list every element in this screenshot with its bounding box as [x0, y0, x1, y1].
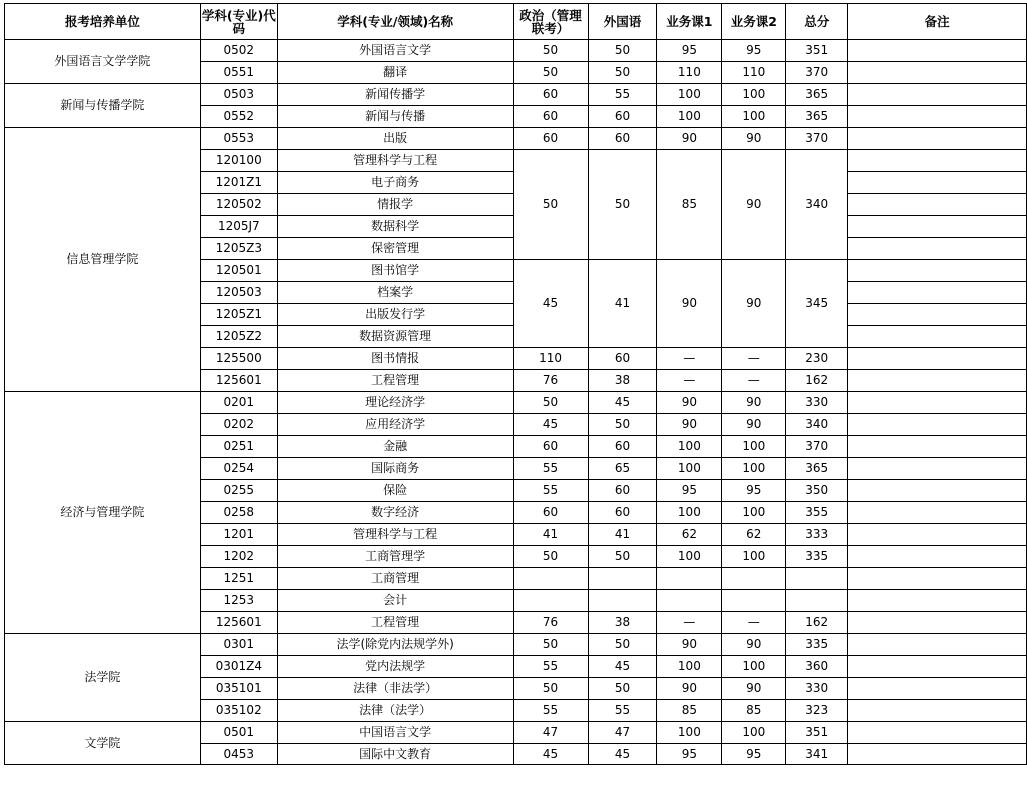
code-cell: 0503 [200, 84, 277, 106]
note-cell [848, 612, 1027, 634]
code-cell: 0201 [200, 392, 277, 414]
total-cell [786, 590, 848, 612]
note-cell [848, 392, 1027, 414]
header-politics: 政治（管理联考） [513, 4, 588, 40]
politics-cell: 55 [513, 700, 588, 722]
name-cell: 理论经济学 [277, 392, 513, 414]
course1-cell: 95 [657, 480, 722, 502]
note-cell [848, 260, 1027, 282]
code-cell: 1202 [200, 546, 277, 568]
code-cell: 0501 [200, 722, 277, 744]
name-cell: 金融 [277, 436, 513, 458]
total-cell: 341 [786, 744, 848, 765]
note-cell [848, 458, 1027, 480]
foreign-cell: 38 [588, 612, 657, 634]
course1-cell: 62 [657, 524, 722, 546]
course2-cell: 62 [722, 524, 786, 546]
total-cell [786, 568, 848, 590]
code-cell: 035102 [200, 700, 277, 722]
foreign-cell [588, 568, 657, 590]
course2-cell: 90 [722, 392, 786, 414]
code-cell: 0552 [200, 106, 277, 128]
name-cell: 管理科学与工程 [277, 150, 513, 172]
note-cell [848, 568, 1027, 590]
table-row [5, 84, 1027, 106]
name-cell: 电子商务 [277, 172, 513, 194]
note-cell [848, 106, 1027, 128]
header-unit: 报考培养单位 [5, 4, 201, 40]
foreign-cell: 60 [588, 128, 657, 150]
name-cell: 应用经济学 [277, 414, 513, 436]
foreign-cell: 50 [588, 40, 657, 62]
name-cell: 出版发行学 [277, 304, 513, 326]
politics-cell [513, 590, 588, 612]
course2-cell: 95 [722, 744, 786, 765]
course1-cell: 90 [657, 414, 722, 436]
course2-cell: 100 [722, 546, 786, 568]
course2-cell: 90 [722, 634, 786, 656]
foreign-cell: 50 [588, 62, 657, 84]
name-cell: 保险 [277, 480, 513, 502]
total-cell: 230 [786, 348, 848, 370]
note-cell [848, 128, 1027, 150]
total-cell: 330 [786, 392, 848, 414]
course2-cell: — [722, 348, 786, 370]
code-cell: 1201Z1 [200, 172, 277, 194]
foreign-cell: 60 [588, 348, 657, 370]
course2-cell: 90 [722, 128, 786, 150]
foreign-cell: 65 [588, 458, 657, 480]
header-row [5, 4, 1027, 40]
name-cell: 外国语言文学 [277, 40, 513, 62]
course1-cell: 100 [657, 722, 722, 744]
course2-cell: 100 [722, 106, 786, 128]
course1-cell: 95 [657, 744, 722, 765]
note-cell [848, 84, 1027, 106]
total-cell: 350 [786, 480, 848, 502]
note-cell [848, 40, 1027, 62]
course2-cell: 100 [722, 722, 786, 744]
total-cell: 360 [786, 656, 848, 678]
note-cell [848, 436, 1027, 458]
unit-cell: 信息管理学院 [5, 128, 201, 392]
table-row [5, 392, 1027, 414]
score-table [4, 3, 1027, 765]
code-cell: 125601 [200, 612, 277, 634]
unit-cell: 经济与管理学院 [5, 392, 201, 634]
course1-cell: 100 [657, 106, 722, 128]
name-cell: 翻译 [277, 62, 513, 84]
politics-cell: 50 [513, 678, 588, 700]
total-cell: 365 [786, 458, 848, 480]
name-cell: 情报学 [277, 194, 513, 216]
course2-cell: 100 [722, 436, 786, 458]
politics-cell: 47 [513, 722, 588, 744]
code-cell: 1205Z3 [200, 238, 277, 260]
note-cell [848, 744, 1027, 765]
note-cell [848, 678, 1027, 700]
total-cell: 323 [786, 700, 848, 722]
code-cell: 0301Z4 [200, 656, 277, 678]
total-cell: 370 [786, 62, 848, 84]
note-cell [848, 282, 1027, 304]
note-cell [848, 700, 1027, 722]
code-cell: 0202 [200, 414, 277, 436]
politics-cell: 50 [513, 546, 588, 568]
politics-cell: 41 [513, 524, 588, 546]
note-cell [848, 480, 1027, 502]
course2-cell: 90 [722, 414, 786, 436]
foreign-cell: 60 [588, 502, 657, 524]
name-cell: 出版 [277, 128, 513, 150]
course1-cell: 100 [657, 656, 722, 678]
foreign-cell [588, 590, 657, 612]
note-cell [848, 502, 1027, 524]
note-cell [848, 304, 1027, 326]
note-cell [848, 172, 1027, 194]
foreign-cell: 55 [588, 84, 657, 106]
code-cell: 0502 [200, 40, 277, 62]
foreign-cell: 60 [588, 106, 657, 128]
course1-cell: 90 [657, 128, 722, 150]
foreign-cell: 45 [588, 744, 657, 765]
code-cell: 0255 [200, 480, 277, 502]
name-cell: 会计 [277, 590, 513, 612]
total-cell: 345 [786, 260, 848, 348]
foreign-cell: 47 [588, 722, 657, 744]
foreign-cell: 41 [588, 260, 657, 348]
course1-cell: — [657, 612, 722, 634]
header-course2: 业务课2 [722, 4, 786, 40]
politics-cell: 45 [513, 414, 588, 436]
name-cell: 工程管理 [277, 370, 513, 392]
politics-cell: 50 [513, 150, 588, 260]
name-cell: 数据资源管理 [277, 326, 513, 348]
code-cell: 1205J7 [200, 216, 277, 238]
note-cell [848, 216, 1027, 238]
unit-cell: 法学院 [5, 634, 201, 722]
name-cell: 工商管理 [277, 568, 513, 590]
code-cell: 0551 [200, 62, 277, 84]
course2-cell: 100 [722, 656, 786, 678]
foreign-cell: 45 [588, 392, 657, 414]
total-cell: 355 [786, 502, 848, 524]
politics-cell: 50 [513, 392, 588, 414]
unit-cell: 文学院 [5, 722, 201, 765]
code-cell: 120100 [200, 150, 277, 172]
table-body [5, 40, 1027, 765]
note-cell [848, 414, 1027, 436]
foreign-cell: 50 [588, 634, 657, 656]
total-cell: 162 [786, 612, 848, 634]
politics-cell: 55 [513, 458, 588, 480]
note-cell [848, 62, 1027, 84]
note-cell [848, 722, 1027, 744]
code-cell: 1251 [200, 568, 277, 590]
politics-cell: 45 [513, 260, 588, 348]
course1-cell: 95 [657, 40, 722, 62]
unit-cell: 新闻与传播学院 [5, 84, 201, 128]
note-cell [848, 370, 1027, 392]
header-total: 总分 [786, 4, 848, 40]
note-cell [848, 326, 1027, 348]
politics-cell: 55 [513, 656, 588, 678]
politics-cell [513, 568, 588, 590]
code-cell: 035101 [200, 678, 277, 700]
course2-cell: 95 [722, 480, 786, 502]
course1-cell: 100 [657, 458, 722, 480]
note-cell [848, 194, 1027, 216]
note-cell [848, 546, 1027, 568]
name-cell: 保密管理 [277, 238, 513, 260]
name-cell: 中国语言文学 [277, 722, 513, 744]
note-cell [848, 634, 1027, 656]
course2-cell [722, 590, 786, 612]
header-name: 学科(专业/领域)名称 [277, 4, 513, 40]
name-cell: 国际商务 [277, 458, 513, 480]
note-cell [848, 150, 1027, 172]
course2-cell: 95 [722, 40, 786, 62]
politics-cell: 60 [513, 436, 588, 458]
course2-cell: 100 [722, 458, 786, 480]
header-note: 备注 [848, 4, 1027, 40]
code-cell: 1253 [200, 590, 277, 612]
total-cell: 351 [786, 40, 848, 62]
code-cell: 120501 [200, 260, 277, 282]
course1-cell: 90 [657, 634, 722, 656]
politics-cell: 76 [513, 612, 588, 634]
course2-cell: 100 [722, 84, 786, 106]
name-cell: 法学(除党内法规学外) [277, 634, 513, 656]
total-cell: 340 [786, 414, 848, 436]
code-cell: 1201 [200, 524, 277, 546]
code-cell: 0251 [200, 436, 277, 458]
table-row [5, 634, 1027, 656]
code-cell: 0301 [200, 634, 277, 656]
course1-cell [657, 568, 722, 590]
foreign-cell: 38 [588, 370, 657, 392]
course1-cell: 100 [657, 84, 722, 106]
header-foreign: 外国语 [588, 4, 657, 40]
politics-cell: 60 [513, 502, 588, 524]
total-cell: 162 [786, 370, 848, 392]
name-cell: 图书情报 [277, 348, 513, 370]
note-cell [848, 524, 1027, 546]
table-row [5, 722, 1027, 744]
politics-cell: 60 [513, 84, 588, 106]
header-code: 学科(专业)代码 [200, 4, 277, 40]
foreign-cell: 50 [588, 678, 657, 700]
politics-cell: 76 [513, 370, 588, 392]
note-cell [848, 656, 1027, 678]
name-cell: 法律（法学） [277, 700, 513, 722]
name-cell: 数据科学 [277, 216, 513, 238]
total-cell: 330 [786, 678, 848, 700]
course1-cell [657, 590, 722, 612]
name-cell: 新闻传播学 [277, 84, 513, 106]
code-cell: 0553 [200, 128, 277, 150]
foreign-cell: 50 [588, 414, 657, 436]
code-cell: 120502 [200, 194, 277, 216]
foreign-cell: 60 [588, 436, 657, 458]
course2-cell: — [722, 370, 786, 392]
course1-cell: — [657, 348, 722, 370]
table-row [5, 40, 1027, 62]
course1-cell: 110 [657, 62, 722, 84]
course2-cell: 110 [722, 62, 786, 84]
total-cell: 365 [786, 84, 848, 106]
name-cell: 工程管理 [277, 612, 513, 634]
code-cell: 125500 [200, 348, 277, 370]
foreign-cell: 41 [588, 524, 657, 546]
total-cell: 370 [786, 128, 848, 150]
course2-cell: — [722, 612, 786, 634]
course2-cell: 85 [722, 700, 786, 722]
code-cell: 120503 [200, 282, 277, 304]
name-cell: 党内法规学 [277, 656, 513, 678]
header-course1: 业务课1 [657, 4, 722, 40]
name-cell: 管理科学与工程 [277, 524, 513, 546]
total-cell: 333 [786, 524, 848, 546]
course1-cell: 100 [657, 436, 722, 458]
total-cell: 340 [786, 150, 848, 260]
politics-cell: 50 [513, 634, 588, 656]
code-cell: 0453 [200, 744, 277, 765]
course1-cell: 90 [657, 392, 722, 414]
note-cell [848, 348, 1027, 370]
politics-cell: 50 [513, 62, 588, 84]
politics-cell: 60 [513, 106, 588, 128]
total-cell: 370 [786, 436, 848, 458]
course1-cell: 90 [657, 678, 722, 700]
course1-cell: 100 [657, 546, 722, 568]
politics-cell: 55 [513, 480, 588, 502]
course1-cell: 100 [657, 502, 722, 524]
code-cell: 1205Z1 [200, 304, 277, 326]
foreign-cell: 60 [588, 480, 657, 502]
total-cell: 335 [786, 634, 848, 656]
course2-cell: 100 [722, 502, 786, 524]
code-cell: 0258 [200, 502, 277, 524]
note-cell [848, 238, 1027, 260]
course2-cell: 90 [722, 150, 786, 260]
name-cell: 新闻与传播 [277, 106, 513, 128]
name-cell: 工商管理学 [277, 546, 513, 568]
code-cell: 125601 [200, 370, 277, 392]
politics-cell: 60 [513, 128, 588, 150]
unit-cell: 外国语言文学学院 [5, 40, 201, 84]
course2-cell [722, 568, 786, 590]
course2-cell: 90 [722, 260, 786, 348]
name-cell: 法律（非法学） [277, 678, 513, 700]
course2-cell: 90 [722, 678, 786, 700]
politics-cell: 45 [513, 744, 588, 765]
name-cell: 国际中文教育 [277, 744, 513, 765]
course1-cell: 85 [657, 150, 722, 260]
foreign-cell: 50 [588, 546, 657, 568]
course1-cell: 90 [657, 260, 722, 348]
foreign-cell: 50 [588, 150, 657, 260]
course1-cell: — [657, 370, 722, 392]
name-cell: 档案学 [277, 282, 513, 304]
politics-cell: 50 [513, 40, 588, 62]
total-cell: 351 [786, 722, 848, 744]
foreign-cell: 45 [588, 656, 657, 678]
table-row [5, 128, 1027, 150]
total-cell: 335 [786, 546, 848, 568]
note-cell [848, 590, 1027, 612]
total-cell: 365 [786, 106, 848, 128]
foreign-cell: 55 [588, 700, 657, 722]
course1-cell: 85 [657, 700, 722, 722]
politics-cell: 110 [513, 348, 588, 370]
name-cell: 图书馆学 [277, 260, 513, 282]
name-cell: 数字经济 [277, 502, 513, 524]
code-cell: 1205Z2 [200, 326, 277, 348]
code-cell: 0254 [200, 458, 277, 480]
